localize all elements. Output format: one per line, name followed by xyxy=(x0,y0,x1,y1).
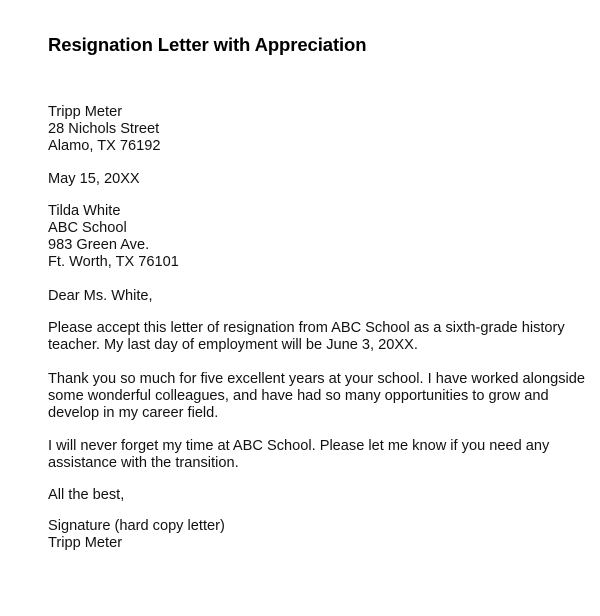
recipient-street: 983 Green Ave. xyxy=(48,237,150,253)
date-text: May 15, 20XX xyxy=(48,171,140,187)
closing xyxy=(48,487,578,504)
recipient-address-block xyxy=(48,203,578,271)
body-paragraph-2 xyxy=(48,371,586,422)
body-paragraph-1 xyxy=(48,320,578,354)
signature-name: Tripp Meter xyxy=(48,535,123,551)
sender-name: Tripp Meter xyxy=(48,104,123,120)
paragraph-line: some wonderful colleagues, and have had so many opportunities to grow and xyxy=(48,388,549,404)
paragraph-line: Thank you so much for five excellent years at your school. I have worked alongside xyxy=(48,371,586,387)
signature-label: Signature (hard copy letter) xyxy=(48,518,225,534)
paragraph-line: develop in my career field. xyxy=(48,405,219,421)
closing-text: All the best, xyxy=(48,487,125,503)
paragraph-line: assistance with the transition. xyxy=(48,455,239,471)
sender-city-state-zip: Alamo, TX 76192 xyxy=(48,138,161,154)
sender-address-block xyxy=(48,104,578,155)
salutation xyxy=(48,288,578,305)
signature-block xyxy=(48,518,578,552)
paragraph-line: Please accept this letter of resignation from ABC School as a sixth-grade history xyxy=(48,320,565,336)
sender-street: 28 Nichols Street xyxy=(48,121,160,137)
body-paragraph-3 xyxy=(48,438,578,472)
letter-date xyxy=(48,171,578,188)
recipient-city-state-zip: Ft. Worth, TX 76101 xyxy=(48,254,179,270)
recipient-organization: ABC School xyxy=(48,220,127,236)
paragraph-line: teacher. My last day of employment will be June 3, 20XX. xyxy=(48,337,418,353)
paragraph-line: I will never forget my time at ABC School. Please let me know if you need any xyxy=(48,438,550,454)
salutation-text: Dear Ms. White, xyxy=(48,288,153,304)
recipient-name: Tilda White xyxy=(48,203,121,219)
page-title: Resignation Letter with Appreciation xyxy=(48,34,367,55)
